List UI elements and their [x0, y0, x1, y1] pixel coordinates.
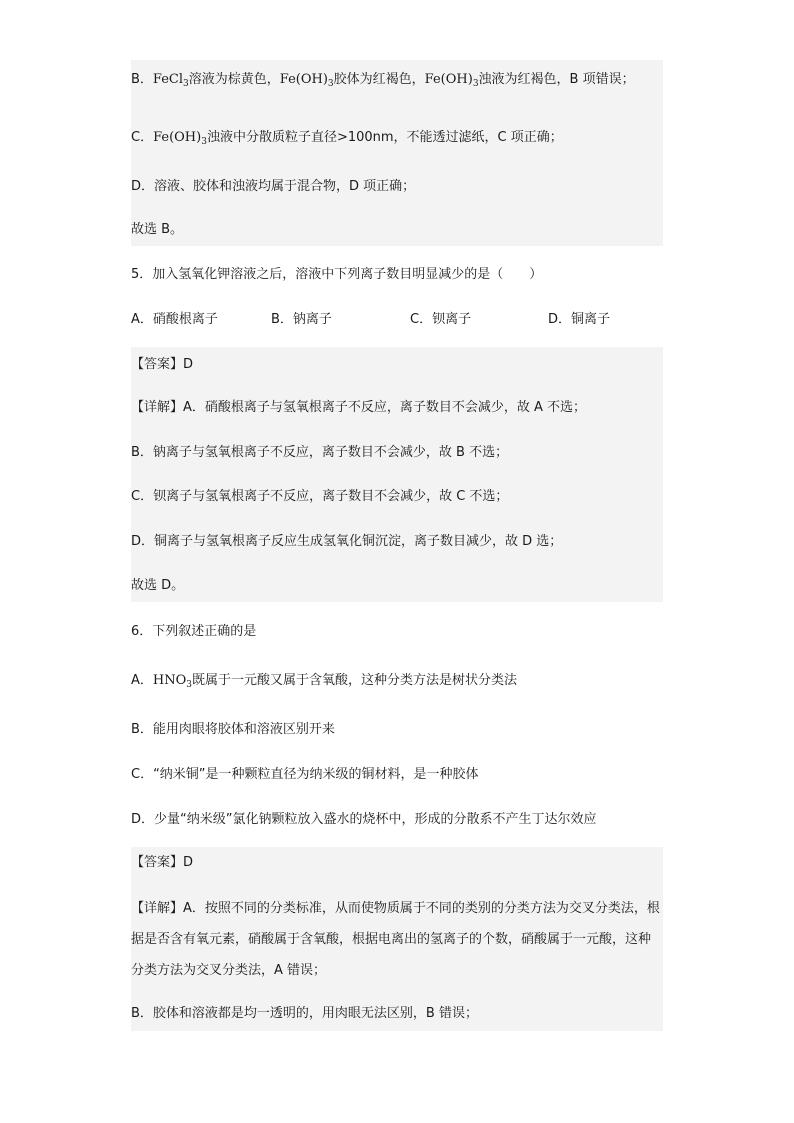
q6-option-d: D．少量“纳米级”氯化钠颗粒放入盛水的烧杯中，形成的分散系不产生丁达尔效应 — [131, 812, 597, 827]
q5-answer: 【答案】D — [131, 357, 194, 372]
prev-option-c-line: C．$Fe(OH)_3$浊液中分散质粒子直径>100nm，不能透过滤纸，C 项正确； — [131, 130, 563, 147]
q5-detail-b: B．钠离子与氢氧根离子不反应，离子数目不会减少，故 B 不选； — [131, 445, 509, 460]
q5-option-d: D．铜离子 — [548, 312, 611, 327]
q6-detail-a: 【详解】A．按照不同的分类标准，从而使物质属于不同的类别的分类方法为交叉分类法，根据是否含有氧元素，硝酸属于含氧酸，根据电离出的氢离子的个数，硝酸属于一元酸，这种分类方法为交叉分类法，A 错误； — [131, 901, 660, 978]
q5-option-c: C．钡离子 — [410, 312, 472, 327]
q5-option-b: B．钠离子 — [271, 312, 332, 327]
q6-option-b: B．能用肉眼将胶体和溶液区别开来 — [131, 722, 335, 737]
q6-option-c: C．“纳米铜”是一种颗粒直径为纳米级的铜材料，是一种胶体 — [131, 767, 479, 782]
q6-stem: 6．下列叙述正确的是 — [131, 624, 257, 639]
q6-option-a: A．$HNO_3$既属于一元酸又属于含氧酸，这种分类方法是树状分类法 — [131, 673, 518, 690]
q5-stem: 5．加入氢氧化钾溶液之后，溶液中下列离子数目明显减少的是（ ） — [131, 267, 543, 282]
q6-detail-b: B．胶体和溶液都是均一透明的，用肉眼无法区别，B 错误； — [131, 1006, 478, 1021]
q5-detail-d: D．铜离子与氢氧根离子反应生成氢氧化铜沉淀，离子数目减少，故 D 选； — [131, 534, 563, 549]
q5-option-a: A．硝酸根离子 — [131, 312, 218, 327]
q5-answer-block — [131, 347, 663, 602]
prev-option-b-line: B．FeCl$_3$溶液为棕黄色，$Fe(OH)_3$胶体为红褐色，$Fe(OH)_3$浊液为红褐色，B 项错误； — [131, 72, 635, 89]
prev-option-d-line: D．溶液、胶体和浊液均属于混合物，D 项正确； — [131, 179, 416, 194]
q6-answer: 【答案】D — [131, 855, 194, 870]
q5-detail-a: 【详解】A．硝酸根离子与氢氧根离子不反应，离子数目不会减少，故 A 不选； — [131, 400, 587, 415]
prev-conclusion: 故选 B。 — [131, 222, 184, 237]
q5-conclusion: 故选 D。 — [131, 578, 185, 593]
q5-detail-c: C．钡离子与氢氧根离子不反应，离子数目不会减少，故 C 不选； — [131, 489, 509, 504]
